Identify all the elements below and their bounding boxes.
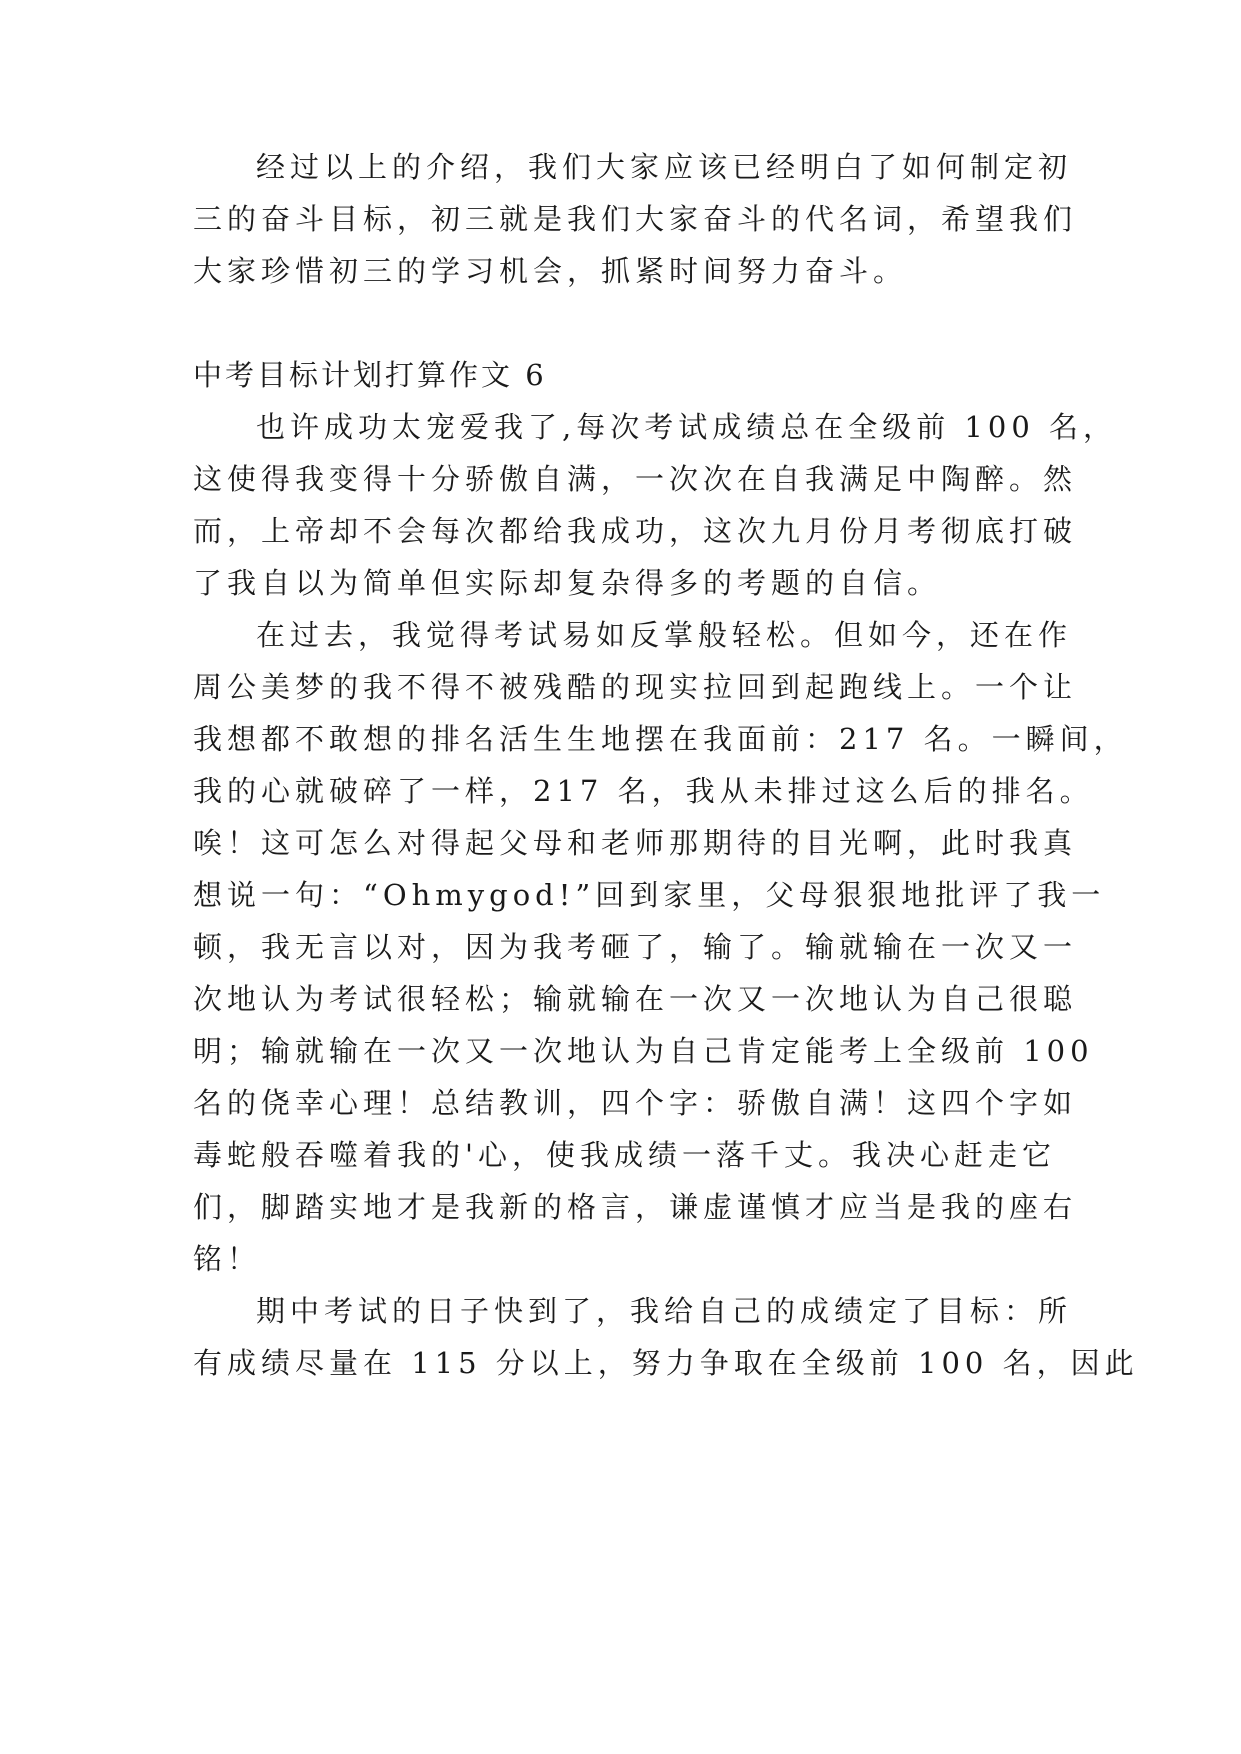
text-line: 明；输就输在一次又一次地认为自己肯定能考上全级前 100 xyxy=(193,1034,1094,1068)
text-line: 经过以上的介绍，我们大家应该已经明白了如何制定初 xyxy=(256,150,1073,184)
text-line: 想说一句：“Ohmygod!”回到家里，父母狠狠地批评了我一 xyxy=(193,878,1106,912)
text-line: 大家珍惜初三的学习机会，抓紧时间努力奋斗。 xyxy=(193,254,908,288)
section-heading: 中考目标计划打算作文 6 xyxy=(193,358,547,392)
text-line: 们，脚踏实地才是我新的格言，谦虚谨慎才应当是我的座右 xyxy=(193,1190,1078,1224)
text-line: 了我自以为简单但实际却复杂得多的考题的自信。 xyxy=(193,566,942,600)
text-line: 周公美梦的我不得不被残酷的现实拉回到起跑线上。一个让 xyxy=(193,670,1078,704)
text-line: 名的侥幸心理！总结教训，四个字：骄傲自满！这四个字如 xyxy=(193,1086,1078,1120)
text-line: 三的奋斗目标，初三就是我们大家奋斗的代名词，希望我们 xyxy=(193,202,1078,236)
text-line: 在过去，我觉得考试易如反掌般轻松。但如今，还在作 xyxy=(256,618,1073,652)
text-line: 这使得我变得十分骄傲自满，一次次在自我满足中陶醉。然 xyxy=(193,462,1078,496)
text-line: 而，上帝却不会每次都给我成功，这次九月份月考彻底打破 xyxy=(193,514,1078,548)
text-line: 我想都不敢想的排名活生生地摆在我面前：217 名。一瞬间， xyxy=(193,722,1128,756)
text-line: 有成绩尽量在 115 分以上，努力争取在全级前 100 名，因此 xyxy=(193,1346,1139,1380)
text-line: 铭！ xyxy=(193,1242,262,1276)
text-line: 毒蛇般吞噬着我的'心，使我成绩一落千丈。我决心赶走它 xyxy=(193,1138,1056,1172)
text-line: 期中考试的日子快到了，我给自己的成绩定了目标：所 xyxy=(256,1294,1073,1328)
text-line: 也许成功太宠爱我了,每次考试成绩总在全级前 100 名， xyxy=(256,410,1118,444)
text-line: 次地认为考试很轻松；输就输在一次又一次地认为自己很聪 xyxy=(193,982,1078,1016)
text-line: 唉！这可怎么对得起父母和老师那期待的目光啊，此时我真 xyxy=(193,826,1078,860)
text-line: 顿，我无言以对，因为我考砸了，输了。输就输在一次又一 xyxy=(193,930,1078,964)
text-line: 我的心就破碎了一样，217 名，我从未排过这么后的排名。 xyxy=(193,774,1094,808)
